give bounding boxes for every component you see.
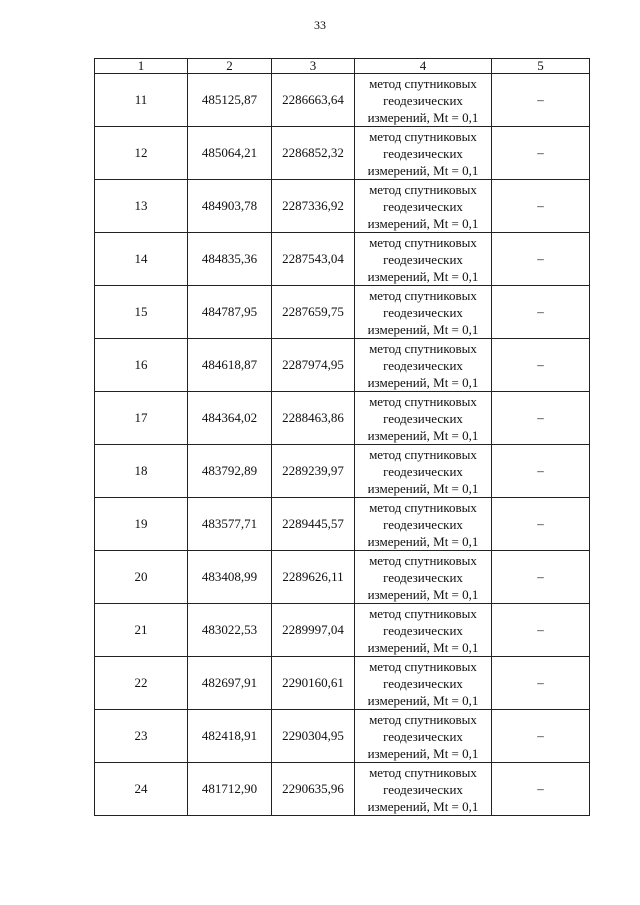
coordinates-table — [94, 58, 590, 816]
y-coordinate-cell: 2287659,75 — [272, 286, 355, 339]
point-number-cell: 16 — [95, 339, 188, 392]
x-coordinate-cell: 484835,36 — [188, 233, 272, 286]
point-number-cell: 22 — [95, 657, 188, 710]
y-coordinate-cell: 2290160,61 — [272, 657, 355, 710]
note-cell: – — [492, 74, 590, 127]
table-row — [95, 604, 590, 657]
method-text-line: измерений, Mt = 0,1 — [367, 692, 479, 708]
method-cell — [355, 763, 492, 816]
method-cell — [355, 180, 492, 233]
header-col-5: 5 — [492, 59, 590, 74]
method-text-line: геодезических — [383, 622, 463, 638]
method-text-line: измерений, Mt = 0,1 — [367, 586, 479, 602]
point-number-cell: 17 — [95, 392, 188, 445]
x-coordinate-cell: 484618,87 — [188, 339, 272, 392]
note-cell: – — [492, 604, 590, 657]
method-cell — [355, 74, 492, 127]
y-coordinate-cell: 2287974,95 — [272, 339, 355, 392]
method-text-line: геодезических — [383, 569, 463, 585]
y-coordinate-cell: 2287543,04 — [272, 233, 355, 286]
note-cell: – — [492, 233, 590, 286]
method-text-line: геодезических — [383, 198, 463, 214]
table-row — [95, 710, 590, 763]
y-coordinate-cell: 2290635,96 — [272, 763, 355, 816]
note-cell: – — [492, 551, 590, 604]
note-cell: – — [492, 498, 590, 551]
point-number-cell: 13 — [95, 180, 188, 233]
x-coordinate-cell: 484364,02 — [188, 392, 272, 445]
method-text-line: метод спутниковых — [369, 605, 477, 621]
method-cell — [355, 392, 492, 445]
method-text-line: геодезических — [383, 251, 463, 267]
y-coordinate-cell: 2286852,32 — [272, 127, 355, 180]
table-row — [95, 445, 590, 498]
table-row — [95, 233, 590, 286]
method-text-line: геодезических — [383, 92, 463, 108]
method-text-line: измерений, Mt = 0,1 — [367, 321, 479, 337]
note-cell: – — [492, 763, 590, 816]
method-text-line: измерений, Mt = 0,1 — [367, 798, 479, 814]
method-text-line: геодезических — [383, 463, 463, 479]
table-row — [95, 392, 590, 445]
x-coordinate-cell: 481712,90 — [188, 763, 272, 816]
method-text-line: метод спутниковых — [369, 499, 477, 515]
x-coordinate-cell: 483408,99 — [188, 551, 272, 604]
method-text-line: измерений, Mt = 0,1 — [367, 745, 479, 761]
method-cell — [355, 498, 492, 551]
note-cell: – — [492, 445, 590, 498]
method-text-line: измерений, Mt = 0,1 — [367, 374, 479, 390]
x-coordinate-cell: 483577,71 — [188, 498, 272, 551]
method-cell — [355, 286, 492, 339]
table-header — [95, 59, 590, 74]
method-text-line: геодезических — [383, 516, 463, 532]
point-number-cell: 20 — [95, 551, 188, 604]
note-cell: – — [492, 286, 590, 339]
method-text-line: измерений, Mt = 0,1 — [367, 162, 479, 178]
method-text-line: метод спутниковых — [369, 340, 477, 356]
note-cell: – — [492, 710, 590, 763]
method-cell — [355, 233, 492, 286]
method-text-line: измерений, Mt = 0,1 — [367, 639, 479, 655]
table-row — [95, 286, 590, 339]
method-cell — [355, 604, 492, 657]
method-text-line: измерений, Mt = 0,1 — [367, 268, 479, 284]
method-text-line: метод спутниковых — [369, 393, 477, 409]
header-col-3: 3 — [272, 59, 355, 74]
method-cell — [355, 445, 492, 498]
point-number-cell: 14 — [95, 233, 188, 286]
x-coordinate-cell: 482418,91 — [188, 710, 272, 763]
header-col-1: 1 — [95, 59, 188, 74]
header-row — [95, 59, 590, 74]
table-row — [95, 763, 590, 816]
method-cell — [355, 127, 492, 180]
method-text-line: геодезических — [383, 728, 463, 744]
method-text-line: метод спутниковых — [369, 658, 477, 674]
table-body — [95, 74, 590, 816]
method-text-line: геодезических — [383, 304, 463, 320]
y-coordinate-cell: 2289445,57 — [272, 498, 355, 551]
x-coordinate-cell: 484787,95 — [188, 286, 272, 339]
method-text-line: метод спутниковых — [369, 446, 477, 462]
method-text-line: измерений, Mt = 0,1 — [367, 109, 479, 125]
header-col-4: 4 — [355, 59, 492, 74]
y-coordinate-cell: 2290304,95 — [272, 710, 355, 763]
point-number-cell: 24 — [95, 763, 188, 816]
point-number-cell: 15 — [95, 286, 188, 339]
x-coordinate-cell: 483792,89 — [188, 445, 272, 498]
table-row — [95, 127, 590, 180]
x-coordinate-cell: 482697,91 — [188, 657, 272, 710]
x-coordinate-cell: 483022,53 — [188, 604, 272, 657]
table-row — [95, 339, 590, 392]
table-row — [95, 657, 590, 710]
x-coordinate-cell: 485125,87 — [188, 74, 272, 127]
table-row — [95, 180, 590, 233]
table-row — [95, 551, 590, 604]
method-cell — [355, 551, 492, 604]
method-text-line: измерений, Mt = 0,1 — [367, 533, 479, 549]
x-coordinate-cell: 484903,78 — [188, 180, 272, 233]
note-cell: – — [492, 339, 590, 392]
point-number-cell: 12 — [95, 127, 188, 180]
note-cell: – — [492, 180, 590, 233]
note-cell: – — [492, 127, 590, 180]
method-text-line: измерений, Mt = 0,1 — [367, 215, 479, 231]
y-coordinate-cell: 2286663,64 — [272, 74, 355, 127]
y-coordinate-cell: 2288463,86 — [272, 392, 355, 445]
point-number-cell: 19 — [95, 498, 188, 551]
table-row — [95, 498, 590, 551]
method-text-line: метод спутниковых — [369, 75, 477, 91]
note-cell: – — [492, 657, 590, 710]
method-text-line: геодезических — [383, 781, 463, 797]
y-coordinate-cell: 2287336,92 — [272, 180, 355, 233]
method-text-line: метод спутниковых — [369, 764, 477, 780]
y-coordinate-cell: 2289239,97 — [272, 445, 355, 498]
method-text-line: метод спутниковых — [369, 234, 477, 250]
point-number-cell: 23 — [95, 710, 188, 763]
method-text-line: геодезических — [383, 410, 463, 426]
y-coordinate-cell: 2289626,11 — [272, 551, 355, 604]
table-row — [95, 74, 590, 127]
page-number: 33 — [314, 18, 326, 32]
method-cell — [355, 339, 492, 392]
method-cell — [355, 657, 492, 710]
point-number-cell: 21 — [95, 604, 188, 657]
method-text-line: метод спутниковых — [369, 128, 477, 144]
method-text-line: метод спутниковых — [369, 552, 477, 568]
method-text-line: геодезических — [383, 357, 463, 373]
y-coordinate-cell: 2289997,04 — [272, 604, 355, 657]
header-col-2: 2 — [188, 59, 272, 74]
method-text-line: метод спутниковых — [369, 287, 477, 303]
method-text-line: метод спутниковых — [369, 181, 477, 197]
point-number-cell: 18 — [95, 445, 188, 498]
method-cell — [355, 710, 492, 763]
method-text-line: измерений, Mt = 0,1 — [367, 480, 479, 496]
method-text-line: геодезических — [383, 675, 463, 691]
method-text-line: измерений, Mt = 0,1 — [367, 427, 479, 443]
method-text-line: метод спутниковых — [369, 711, 477, 727]
note-cell: – — [492, 392, 590, 445]
x-coordinate-cell: 485064,21 — [188, 127, 272, 180]
method-text-line: геодезических — [383, 145, 463, 161]
point-number-cell: 11 — [95, 74, 188, 127]
